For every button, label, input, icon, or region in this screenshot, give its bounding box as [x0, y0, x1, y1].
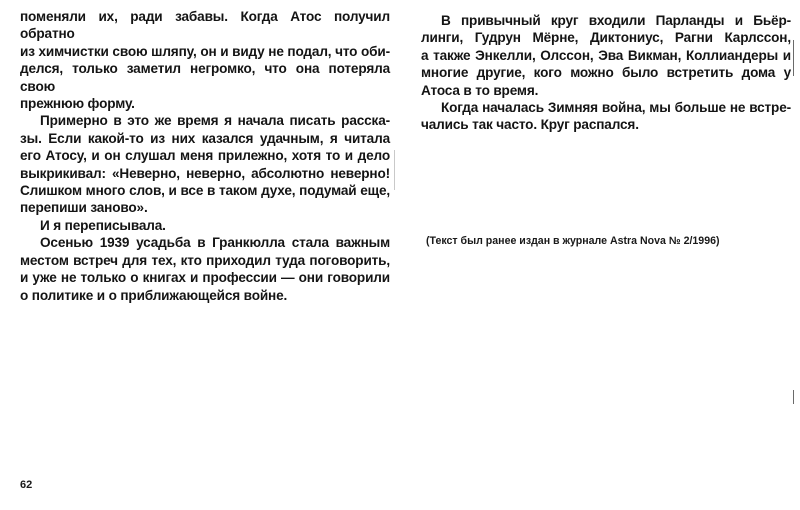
text-line: многие другие, кого можно было встретить дома у [421, 65, 791, 81]
text-line: прежнюю форму. [20, 96, 135, 112]
text-line: Атоса в то время. [421, 82, 539, 98]
text-line: его Атосу, и он слушал меня прилежно, хотя то и дело [20, 148, 390, 164]
text-line: чались так часто. Круг распался. [421, 117, 639, 133]
text-line: и уже не только о книгах и профессии — они говорили [20, 270, 390, 286]
text-line: зы. Если какой-то из них казался удачным, я читала [20, 130, 390, 146]
text-line: В привычный круг входили Парланды и Бьёр- [441, 13, 791, 28]
page-edge-mark [793, 40, 794, 76]
text-line: перепиши заново». [20, 200, 148, 216]
text-line: Осенью 1939 усадьба в Гранкюлла стала важным [40, 235, 390, 251]
text-line: Когда началась Зимняя война, мы больше не встре- [441, 100, 791, 116]
publication-note: (Текст был ранее издан в журнале Astra Nova № 2/1996) [426, 235, 720, 247]
text-line: И я переписывала. [40, 217, 166, 233]
gutter-shadow [394, 150, 395, 190]
page-edge-mark [793, 390, 794, 404]
text-line: местом встреч для тех, кто приходил туда поговорить, [20, 252, 390, 268]
text-line: Примерно в это же время я начала писать расска- [40, 113, 390, 129]
text-line: о политике и о приближающейся войне. [20, 287, 288, 303]
text-line: выкрикивал: «Неверно, неверно, абсолютно неверно! [20, 165, 390, 181]
text-line: делся, только заметил негромко, что она потеряла свою [20, 61, 390, 94]
text-line: Слишком много слов, и все в таком духе, подумай еще, [20, 183, 390, 199]
text-line: из химчистки свою шляпу, он и виду не подал, что оби- [20, 43, 390, 59]
left-page-text [20, 8, 390, 304]
page-number: 62 [20, 479, 33, 491]
text-line: а также Энкелли, Олссон, Эва Викман, Коллиандеры и [421, 47, 791, 63]
right-page [400, 0, 800, 510]
right-page-text [421, 12, 791, 134]
text-line: линги, Гудрун Мёрне, Диктониус, Рагни Карлссон, [421, 30, 791, 46]
text-line: поменяли их, ради забавы. Когда Атос получил обратно [20, 9, 390, 42]
